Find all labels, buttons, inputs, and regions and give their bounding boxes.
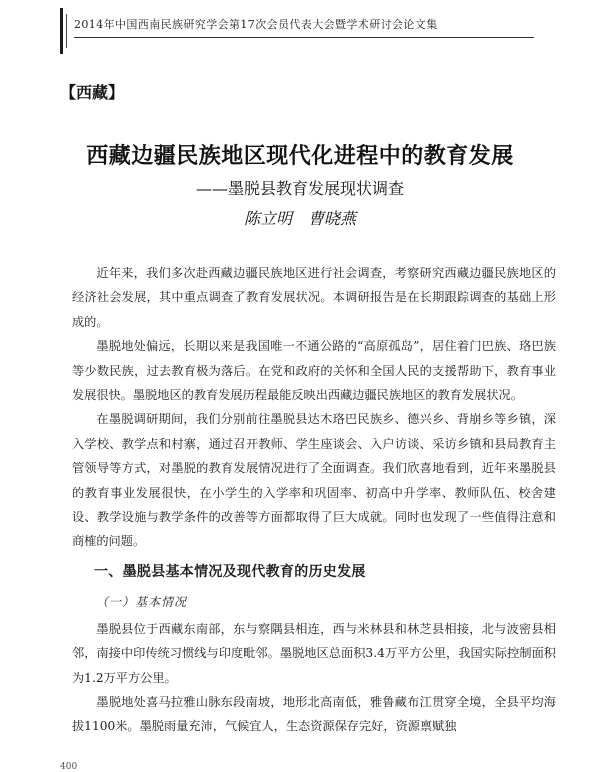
- paper-body: [72, 261, 556, 739]
- header-thick-rule: [60, 8, 63, 54]
- page-number: 400: [60, 762, 78, 772]
- body-paragraph: 墨脱地处喜马拉雅山脉东段南坡，地形北高南低，雅鲁藏布江贯穿全境，全县平均海拔1100米。墨脱雨量充沛，气候宜人，生态资源保存完好，资源禀赋独: [72, 694, 556, 734]
- section-heading: 一、墨脱县基本情况及现代教育的历史发展: [94, 563, 366, 580]
- body-paragraph: 近年来，我们多次赴西藏边疆民族地区进行社会调查，考察研究西藏边疆民族地区的经济社会发展，其中重点调查了教育发展状况。本调研报告是在长期跟踪调查的基础上形成的。: [72, 266, 556, 329]
- subsection-heading: （一）基本情况: [96, 595, 188, 610]
- paper-title: 西藏边疆民族地区现代化进程中的教育发展: [86, 143, 514, 169]
- paper-subtitle: ——墨脱县教育发展现状调查: [195, 179, 404, 198]
- body-paragraph: 墨脱县位于西藏东南部，东与察隅县相连，西与米林县和林芝县相接，北与波密县相邻，南接中印传统习惯线与印度毗邻。墨脱地区总面积3.4万平方公里，我国实际控制面积为1.2万平方公里。: [72, 621, 556, 685]
- body-paragraph: 在墨脱调研期间，我们分别前往墨脱县达木珞巴民族乡、德兴乡、背崩乡等乡镇，深入学校、教学点和村寨，通过召开教师、学生座谈会、入户访谈、采访乡镇和县局教育主管领导等方式，对墨脱的教育发展情况进行了全面调查。我们欣喜地看到，近年来墨脱县的教育事业发展很快，在小学生的入学率和巩固率、初高中升学率、教师队伍、校舍建设、教学设施与教学条件的改善等方面都取得了巨大成就。同时也发现了一些值得注意和商榷的问题。: [72, 412, 556, 549]
- paper-authors: 陈立明 曹晓燕: [243, 209, 356, 228]
- header-thin-rule: [66, 14, 67, 48]
- header-underline: [74, 37, 534, 38]
- body-paragraph: 墨脱地处偏远，长期以来是我国唯一不通公路的“高原孤岛”，居住着门巴族、珞巴族等少数民族，过去教育极为落后。在党和政府的关怀和全国人民的支援帮助下，教育事业发展很快。墨脱地区的教育发展历程最能反映出西藏边疆民族地区的教育发展状况。: [72, 339, 556, 403]
- section-tag: 【西藏】: [60, 83, 125, 102]
- running-header: 2014年中国西南民族研究学会第17次会员代表大会暨学术研讨会论文集: [74, 18, 438, 31]
